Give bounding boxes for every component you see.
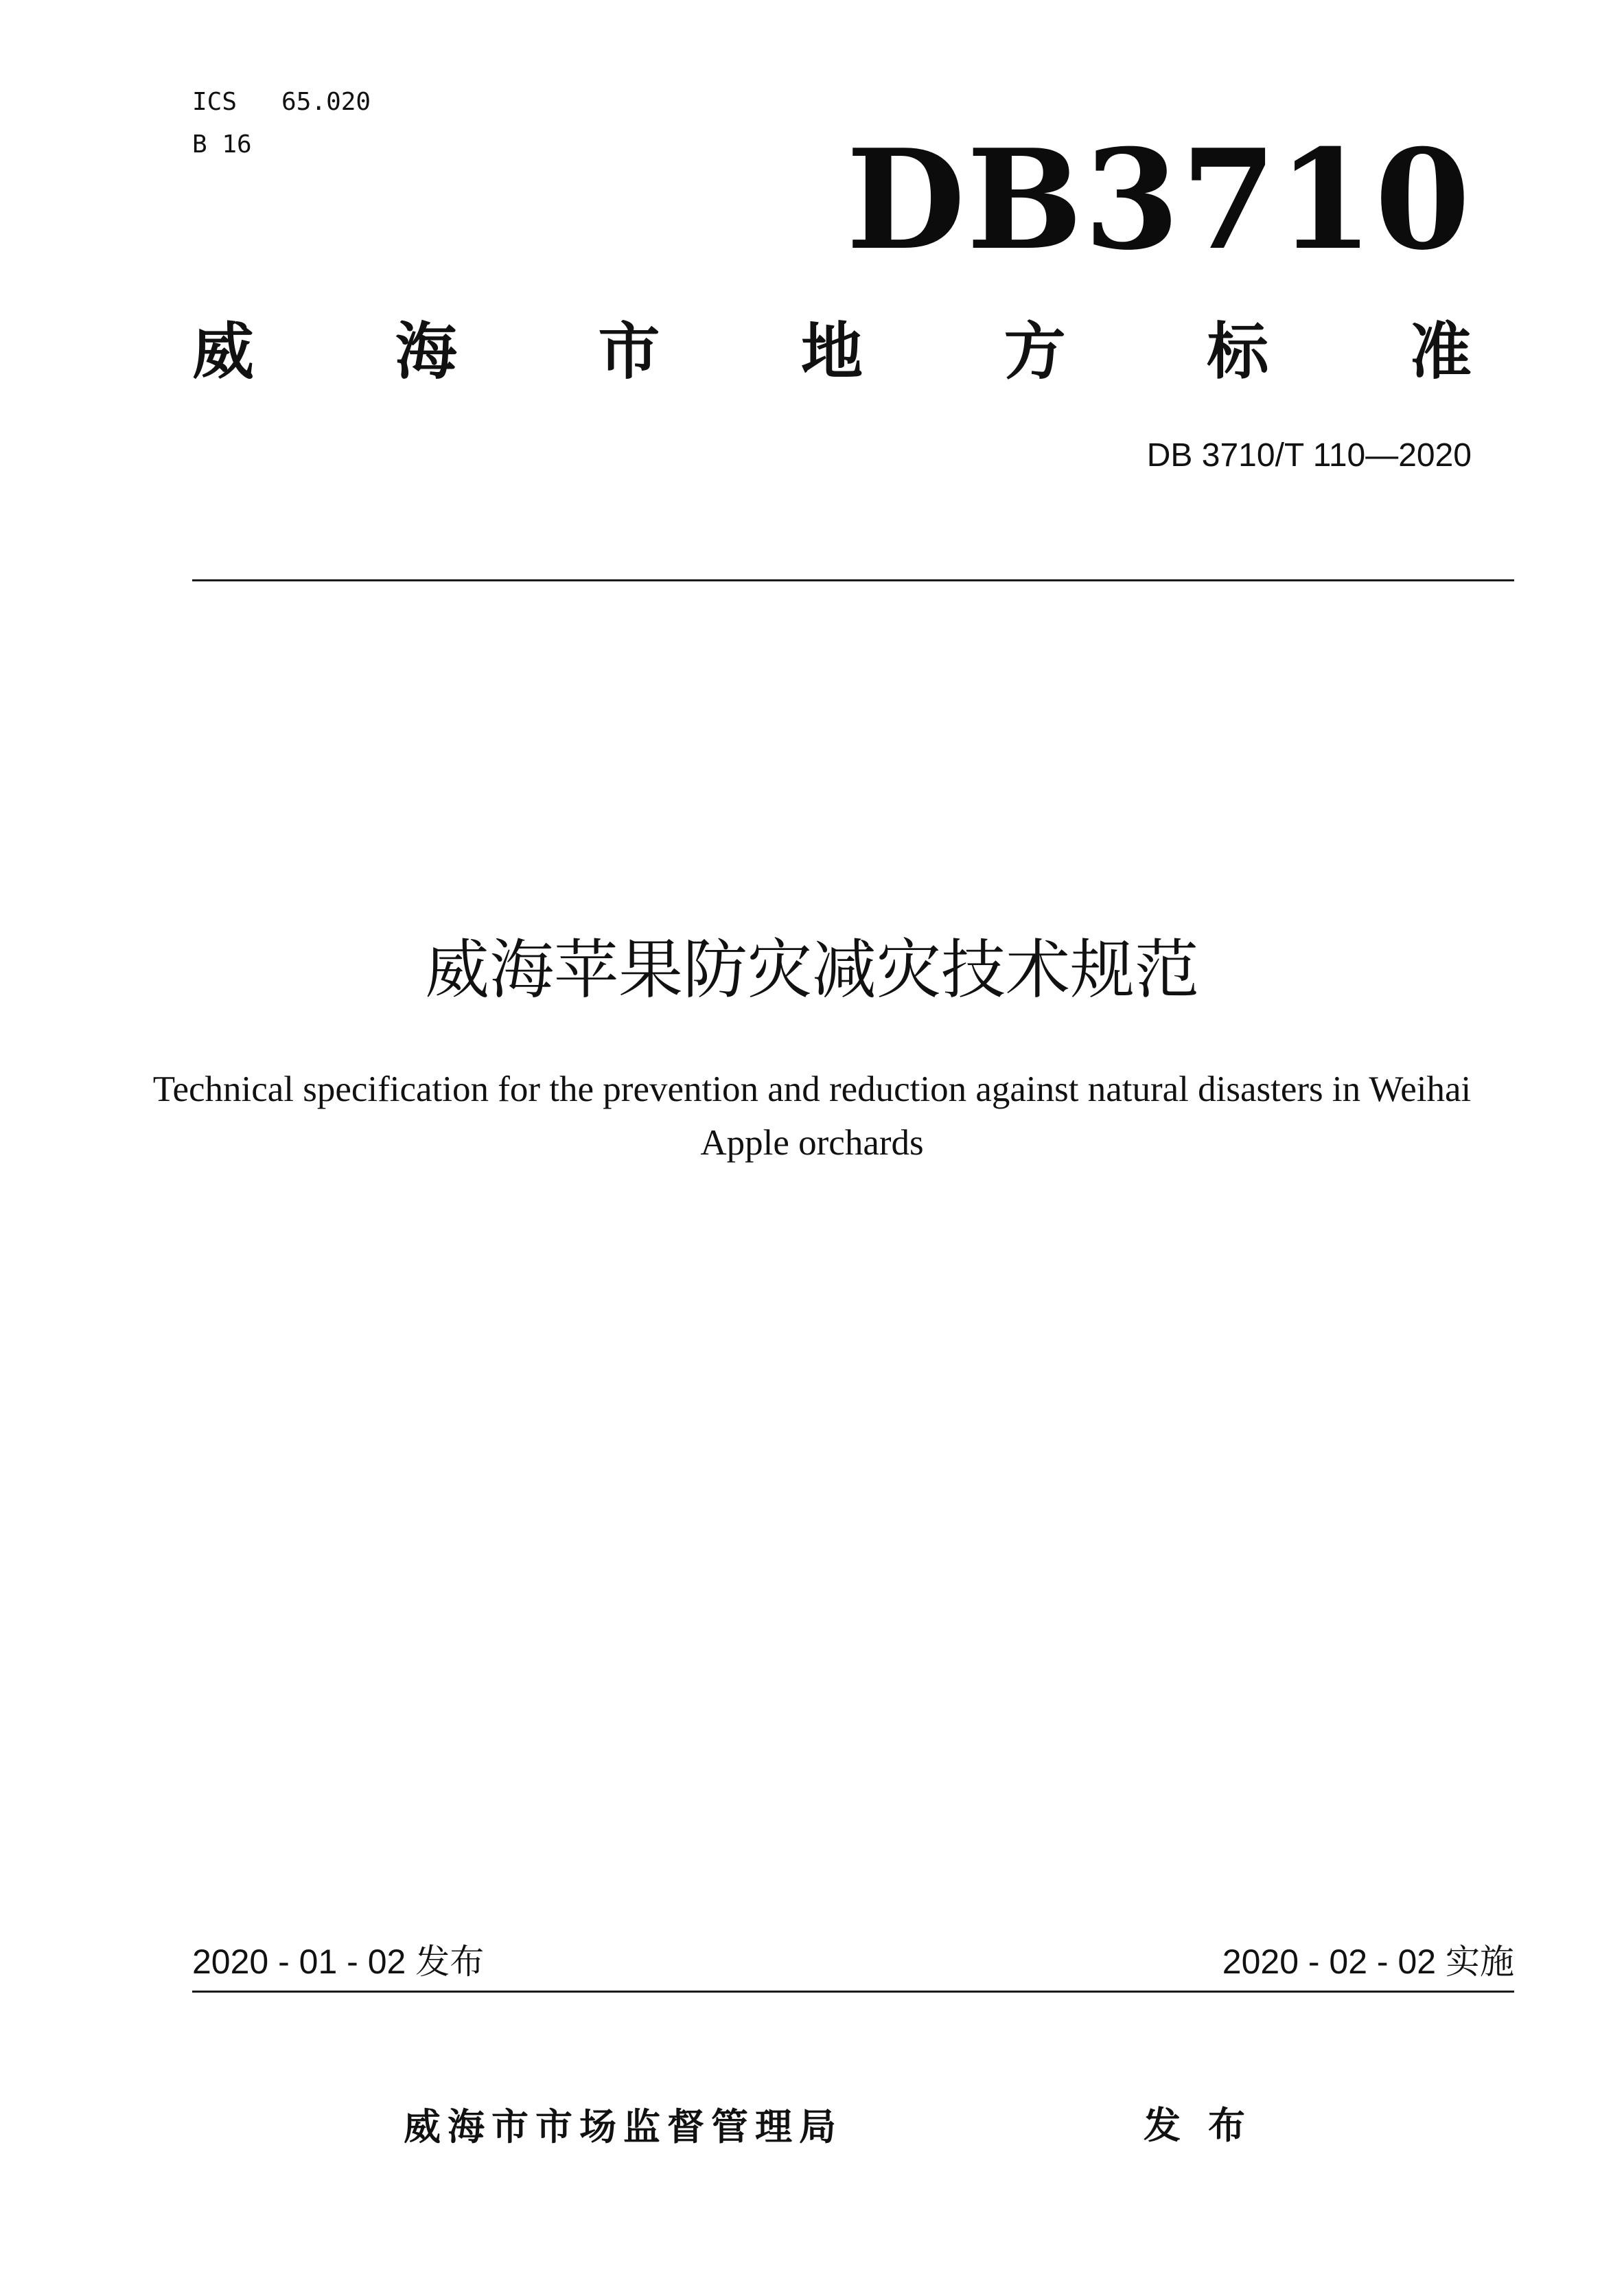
standard-code: DB3710	[846, 119, 1472, 281]
standard-type-char: 方	[1004, 316, 1066, 388]
standard-number: DB 3710/T 110—2020	[1146, 437, 1472, 474]
standard-type-char: 市	[598, 316, 660, 388]
classification-block	[192, 81, 371, 166]
title-english: Technical specification for the prevention and reduction against natural disasters in Weihai Apple orchards	[152, 1069, 1472, 1163]
standard-type-char: 标	[1207, 316, 1269, 388]
standard-type-heading	[192, 314, 1472, 390]
standard-type-char: 地	[800, 316, 863, 388]
footer-divider	[192, 1991, 1514, 1993]
standard-type-char: 威	[192, 316, 254, 388]
class-code: B 16	[192, 130, 252, 159]
ics-code: ICS 65.020	[192, 88, 371, 116]
title-chinese: 威海苹果防灾减灾技术规范	[424, 933, 1199, 1008]
standard-type-char: 准	[1409, 316, 1472, 388]
issuing-authority: 威海市市场监督管理局	[404, 2105, 843, 2148]
implementation-date: 2020 - 02 - 02 实施	[1222, 1943, 1514, 1981]
release-date: 2020 - 01 - 02 发布	[192, 1943, 485, 1981]
issue-label: 发布	[1144, 2104, 1273, 2147]
standard-type-char: 海	[395, 316, 457, 388]
header-divider	[192, 579, 1514, 581]
